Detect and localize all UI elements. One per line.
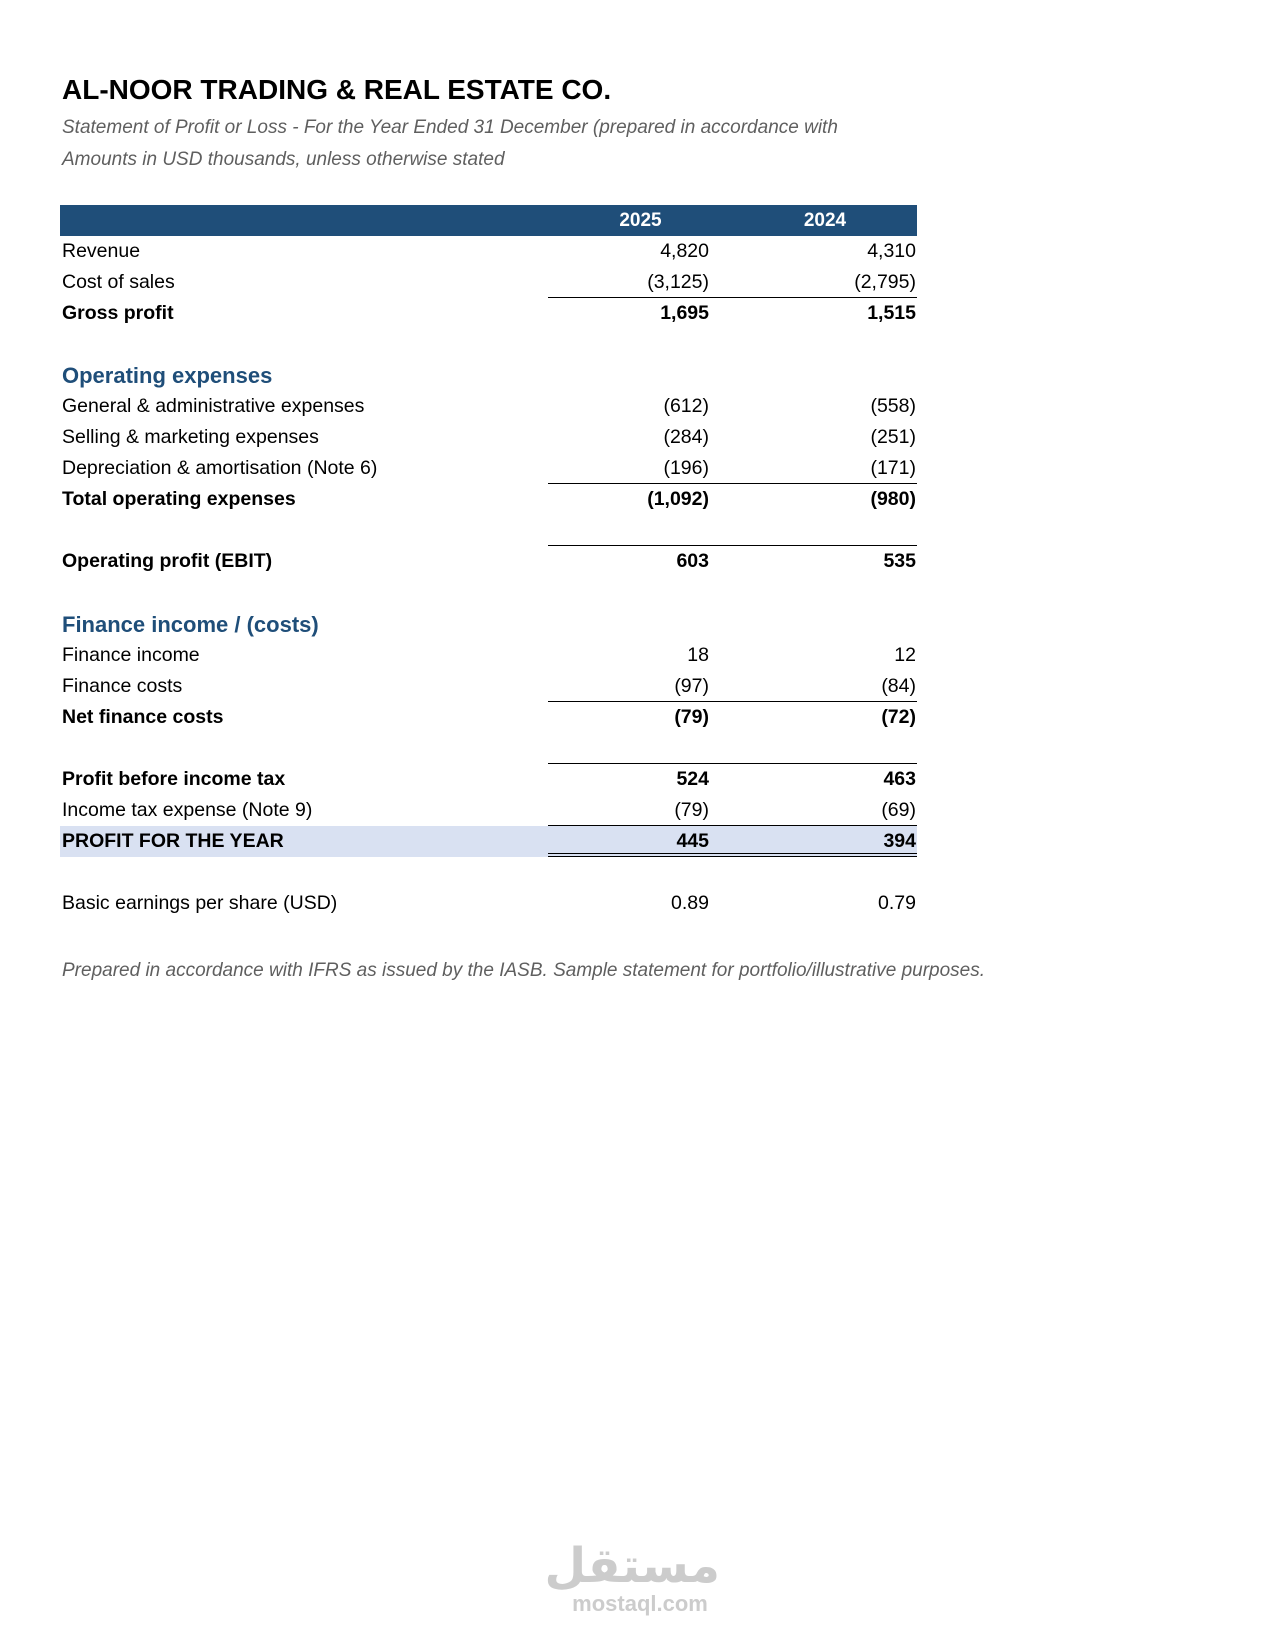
value-2025: (97) — [548, 671, 733, 702]
row-operating-profit — [60, 546, 917, 577]
row-net-finance-costs — [60, 702, 917, 733]
value-2024: (2,795) — [733, 267, 917, 298]
value-2025: 4,820 — [660, 240, 709, 262]
row-finance-costs — [60, 671, 917, 702]
value-2024: (980) — [870, 488, 916, 510]
row-label: Depreciation & amortisation (Note 6) — [62, 457, 378, 479]
row-label: Profit before income tax — [62, 768, 286, 790]
value-2025: (79) — [548, 795, 733, 826]
spacer — [60, 515, 917, 546]
value-2024: 12 — [894, 644, 916, 666]
value-2025: 524 — [676, 768, 709, 790]
value-2024: (251) — [870, 426, 916, 448]
row-label: Basic earnings per share (USD) — [62, 892, 338, 914]
row-general-admin — [60, 391, 917, 422]
row-label: Net finance costs — [62, 706, 224, 728]
company-name: AL-NOOR TRADING & REAL ESTATE CO. — [62, 74, 612, 105]
value-2024: 4,310 — [867, 240, 916, 262]
row-basic-eps — [60, 888, 917, 919]
watermark-arabic: مستقل — [544, 1538, 720, 1594]
value-2024: (69) — [733, 795, 917, 826]
row-profit-for-the-year — [60, 826, 917, 857]
value-2024: 463 — [883, 768, 916, 790]
value-2025: 603 — [676, 550, 709, 572]
spacer — [60, 577, 917, 609]
row-depreciation — [60, 453, 917, 484]
section-heading: Finance income / (costs) — [62, 611, 319, 637]
row-label: PROFIT FOR THE YEAR — [62, 830, 284, 852]
row-label: Gross profit — [62, 302, 174, 324]
row-profit-before-tax — [60, 764, 917, 795]
footnote: Prepared in accordance with IFRS as issued by the IASB. Sample statement for portfolio/illustrative purposes. — [62, 960, 986, 981]
value-2024: (558) — [870, 395, 916, 417]
column-year-2024: 2024 — [803, 210, 847, 231]
value-2025: (196) — [548, 453, 733, 484]
row-label: Finance income — [62, 644, 200, 666]
value-2024: (171) — [733, 453, 917, 484]
value-2025: (612) — [663, 395, 709, 417]
value-2024: 1,515 — [867, 302, 916, 324]
value-2025: (3,125) — [548, 267, 733, 298]
row-label: Finance costs — [62, 675, 183, 697]
row-label: General & administrative expenses — [62, 395, 365, 417]
row-finance-income — [60, 640, 917, 671]
table-header — [60, 205, 917, 236]
value-2025: 18 — [687, 644, 709, 666]
section-heading-finance — [60, 609, 917, 640]
value-2025: (79) — [674, 706, 709, 728]
value-2025: 0.89 — [671, 892, 709, 914]
row-label: Revenue — [62, 240, 141, 262]
watermark-logo — [544, 1538, 720, 1616]
value-2024: (84) — [733, 671, 917, 702]
row-selling-marketing — [60, 422, 917, 453]
column-year-2025: 2025 — [619, 210, 662, 231]
spacer — [60, 733, 917, 764]
row-label: Total operating expenses — [62, 488, 296, 510]
value-2024: 0.79 — [878, 892, 916, 914]
row-total-operating-expenses — [60, 484, 917, 515]
section-heading-operating-expenses — [60, 360, 917, 391]
row-income-tax — [60, 795, 917, 826]
header-label-cell — [60, 205, 548, 236]
row-cost-of-sales — [60, 267, 917, 298]
value-2025: 1,695 — [660, 302, 709, 324]
income-statement-table — [60, 205, 917, 919]
row-label: Selling & marketing expenses — [62, 426, 319, 448]
section-heading: Operating expenses — [62, 362, 273, 388]
spacer — [60, 329, 917, 360]
row-label: Cost of sales — [62, 271, 175, 293]
statement-subtitle: Statement of Profit or Loss - For the Year Ended 31 December (prepared in accordance with — [62, 117, 838, 138]
value-2025: (1,092) — [647, 488, 709, 510]
watermark-latin: mostaql.com — [572, 1591, 708, 1616]
spacer — [60, 857, 917, 888]
value-2025: (284) — [663, 426, 709, 448]
row-gross-profit — [60, 298, 917, 329]
row-revenue — [60, 236, 917, 267]
units-note: Amounts in USD thousands, unless otherwise stated — [62, 149, 505, 170]
row-label: Operating profit (EBIT) — [62, 550, 273, 572]
value-2024: 394 — [733, 826, 917, 857]
row-label: Income tax expense (Note 9) — [62, 799, 313, 821]
value-2024: 535 — [883, 550, 916, 572]
value-2025: 445 — [548, 826, 733, 857]
value-2024: (72) — [881, 706, 916, 728]
